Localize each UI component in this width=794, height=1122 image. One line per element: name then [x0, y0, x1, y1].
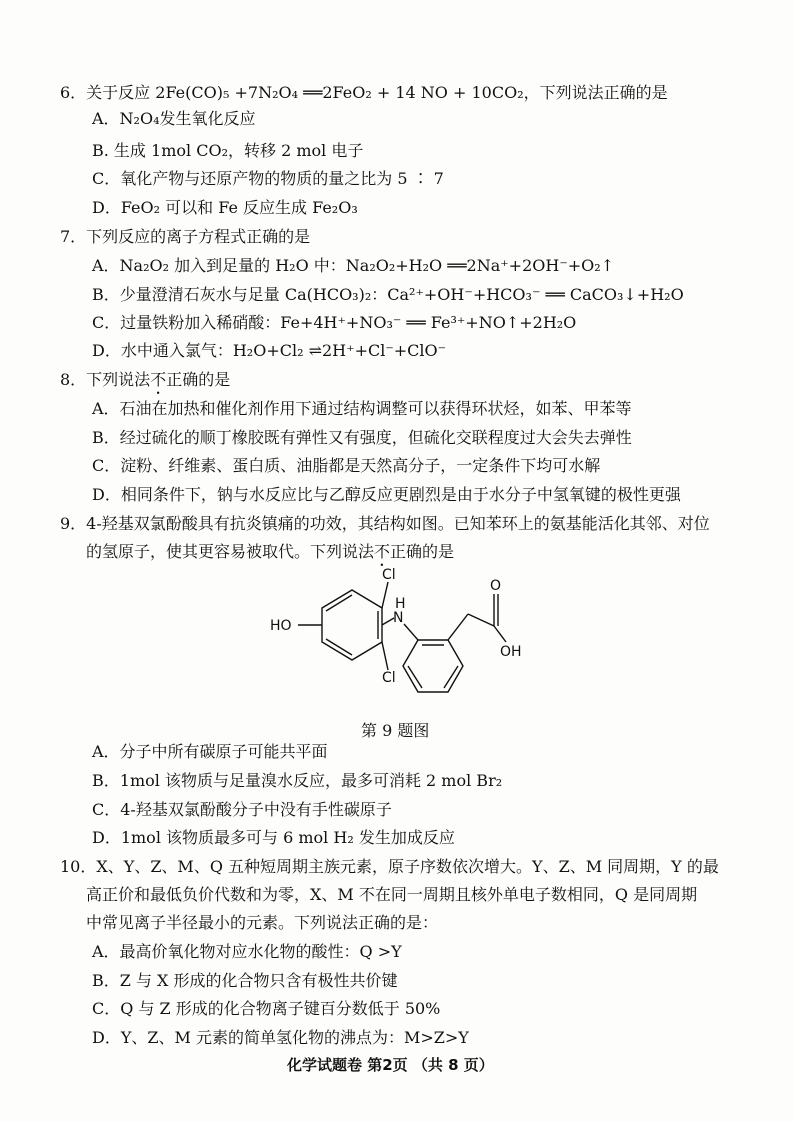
q10-option-c: C．Q 与 Z 形成的化合物离子键百分数低于 50%	[92, 999, 441, 1018]
label-cl-bottom: Cl	[382, 670, 396, 686]
label-cl-top: Cl	[382, 568, 396, 583]
q10-stem-line2: 高正价和最低负价代数和为零，X、M 不在同一周期且核外单电子数相同，Q 是同周期	[86, 885, 698, 904]
q8-option-c: C．淀粉、纤维素、蛋白质、油脂都是天然高分子，一定条件下均可水解	[92, 456, 601, 475]
q8-option-a: A．石油在加热和催化剂作用下通过结构调整可以获得环状烃，如苯、甲苯等	[92, 399, 632, 418]
page-footer: 化学试题卷 第2页 （共 8 页）	[287, 1056, 494, 1074]
q9-option-c: C．4-羟基双氯酚酸分子中没有手性碳原子	[92, 800, 392, 819]
q6-option-a: A．N₂O₄发生氧化反应	[92, 109, 256, 128]
structure-figure	[262, 568, 532, 712]
q9-option-d: D．1mol 该物质最多可与 6 mol H₂ 发生加成反应	[92, 828, 455, 847]
q7-stem: 7．下列反应的离子方程式正确的是	[60, 227, 311, 246]
acid-side-chain	[448, 594, 506, 642]
q6-option-c: C．氧化产物与还原产物的物质的量之比为 5 ∶ 7	[92, 169, 444, 188]
label-n: N	[393, 610, 404, 626]
figure-caption: 第 9 题图	[361, 721, 430, 740]
q8-option-b: B．经过硫化的顺丁橡胶既有弹性又有强度，但硫化交联程度过大会失去弹性	[92, 428, 632, 447]
q6-option-d: D．FeO₂ 可以和 Fe 反应生成 Fe₂O₃	[92, 198, 358, 217]
label-ho: HO	[270, 618, 292, 634]
q9-option-a: A．分子中所有碳原子可能共平面	[92, 742, 328, 761]
label-o: O	[490, 578, 502, 594]
q6-option-b: B. 生成 1mol CO₂，转移 2 mol 电子	[92, 141, 364, 160]
q10-option-d: D．Y、Z、M 元素的简单氢化物的沸点为：M>Z>Y	[92, 1028, 469, 1047]
q10-option-b: B．Z 与 X 形成的化合物只含有极性共价键	[92, 971, 398, 990]
q9-emphasis-not: 不	[374, 542, 391, 561]
q8-stem: 8．下列说法不正确的是	[60, 370, 231, 389]
label-oh: OH	[500, 644, 522, 660]
q10-option-a: A．最高价氧化物对应水化物的酸性：Q >Y	[92, 942, 402, 961]
q7-option-a: A．Na₂O₂ 加入到足量的 H₂O 中：Na₂O₂+H₂O ══2Na⁺+2OH⁻+O₂↑	[92, 256, 615, 275]
q7-option-d: D．水中通入氯气：H₂O+Cl₂ ⇌2H⁺+Cl⁻+ClO⁻	[92, 341, 447, 360]
q8-emphasis-not: 不	[150, 370, 167, 389]
q9-option-b: B．1mol 该物质与足量溴水反应，最多可消耗 2 mol Br₂	[92, 771, 503, 790]
q10-stem-line1: 10．X、Y、Z、M、Q 五种短周期主族元素，原子序数依次增大。Y、Z、M 同周期，Y 的最	[60, 857, 719, 876]
q6-stem: 6．关于反应 2Fe(CO)₅ +7N₂O₄ ══2FeO₂ + 14 NO + 10CO₂，下列说法正确的是	[60, 83, 668, 102]
q8-option-d: D．相同条件下，钠与水反应比与乙醇反应更剧烈是由于水分子中氢氧键的极性更强	[92, 485, 681, 504]
bond-cl-top	[382, 582, 388, 608]
q9-stem-line1: 9．4-羟基双氯酚酸具有抗炎镇痛的功效，其结构如图。已知苯环上的氨基能活化其邻、对位	[60, 514, 710, 533]
bond-n-right	[404, 624, 418, 640]
left-benzene-ring	[322, 590, 382, 660]
molecule-diagram	[262, 568, 532, 708]
q9-stem-line2: 的氢原子，使其更容易被取代。下列说法不正确的是	[86, 542, 455, 561]
q7-option-c: C．过量铁粉加入稀硝酸：Fe+4H⁺+NO₃⁻ ══ Fe³⁺+NO↑+2H₂O	[92, 313, 577, 332]
bond-cl-bottom	[382, 642, 388, 670]
right-benzene-ring	[403, 640, 463, 692]
q7-option-b: B．少量澄清石灰水与足量 Ca(HCO₃)₂：Ca²⁺+OH⁻+HCO₃⁻ ══ CaCO₃↓+H₂O	[92, 285, 684, 304]
label-h: H	[395, 596, 406, 612]
q10-stem-line3: 中常见离子半径最小的元素。下列说法正确的是：	[86, 913, 439, 932]
